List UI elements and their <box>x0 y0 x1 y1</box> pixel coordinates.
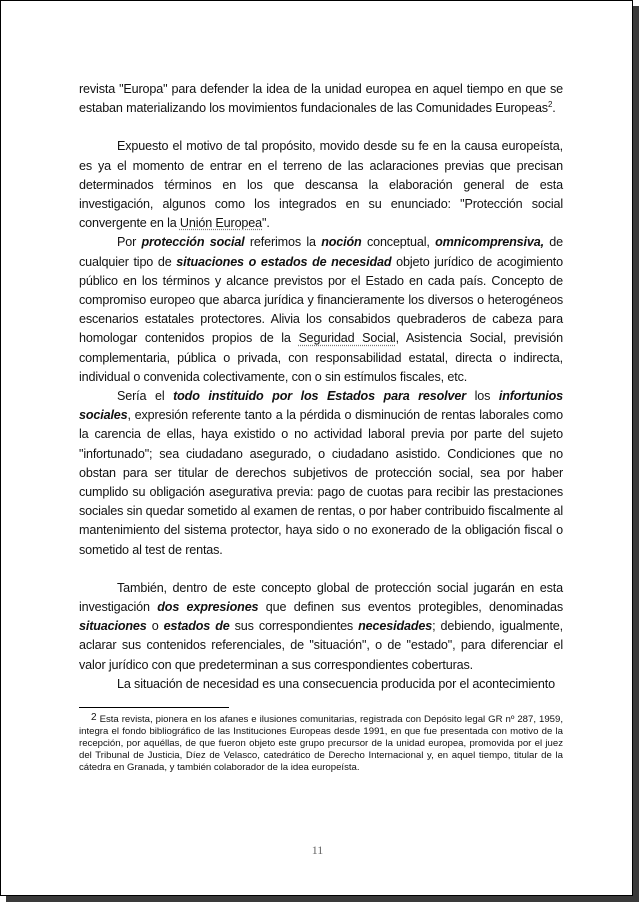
emphasis: necesidades <box>358 619 433 634</box>
paragraph-4: Sería el todo instituido por los Estados para resolver los infortunios sociales, expresión referente tanto a la pérdida o disminución de rentas laborales como la carencia de ellas, haya existido o no actividad laboral previa por parte del sujeto "infortunado"; sea ciudadano asegurado, o ciudadano asistido. Condiciones que no obstan para ser titular de derechos subjetivos de protección social, sea por haber cumplido su obligación asegurativa previa: pago de cuotas para recibir las prestaciones sociales sin quedar sometido al examen de rentas, o por haber contribuido fiscalmente al mantenimiento del sistema protector, haya sido o no exonerado de la obligación fiscal o sometido al test de rentas. <box>79 389 563 557</box>
emphasis: estados de <box>163 619 230 634</box>
body-text <box>79 80 563 694</box>
link-union-europea[interactable]: Unión Europea <box>179 216 262 231</box>
page-number: 11 <box>311 843 324 857</box>
paragraph-3: Por protección social referimos la noción conceptual, omnicomprensiva, de cualquier tipo de situaciones o estados de necesidad objeto jurídico de acogimiento público en los términos y alcance previstos por el Estado en cada país. Concepto de compromiso europeo que abarca jurídica y financieramente los diversos o heterogéneos escenarios estatales protectores. Alivia los consabidos quebraderos de cabeza para homologar contenidos propios de la Seguridad Social, Asistencia Social, previsión complementaria, pública o privada, con responsabilidad estatal, directa o indirecta, individual o convenida colectivamente, con o sin estímulos fiscales, etc. <box>79 235 564 384</box>
emphasis: protección social <box>141 235 245 250</box>
footnote <box>79 712 563 774</box>
link-seguridad-social[interactable]: Seguridad Social <box>298 331 396 346</box>
footnote-separator <box>79 707 229 708</box>
emphasis: omnicomprensiva, <box>435 235 544 250</box>
paragraph-6: La situación de necesidad es una consecuencia producida por el acontecimiento <box>117 676 555 691</box>
emphasis: noción <box>321 235 362 250</box>
emphasis: situaciones <box>79 619 147 634</box>
emphasis: situaciones o estados de necesidad <box>176 254 392 269</box>
footnote-number: 2 <box>91 712 97 723</box>
emphasis: todo instituido por los Estados para resolver <box>173 389 466 404</box>
paragraph-gap <box>79 118 563 137</box>
footnote-text: Esta revista, pionera en los afanes e ilusiones comunitarias, registrada con Depósito legal GR nº 287, 1959, integra el fondo bibliográfico de las Instituciones Europeas desde 1991, en que fue presentada con motivo de la recepción, por aquéllas, de que fueron objeto este grupo precursor de la unidad europea, promovida por el juez del Tribunal de Justicia, Díez de Velasco, catedrático de Derecho Internacional y, en aquel tiempo, titular de la cátedra en Granada, y también colaborador de la idea europeísta. <box>79 714 563 773</box>
paragraph-5: También, dentro de este concepto global de protección social jugarán en esta investigación dos expresiones que definen sus eventos protegibles, denominadas situaciones o estados de sus correspondientes necesidades; debiendo, igualmente, aclarar sus contenidos referenciales, de "situación", o de "estado", para diferenciar el valor jurídico con que predeterminan a sus correspondientes coberturas. <box>79 580 563 672</box>
paragraph-gap <box>79 560 563 579</box>
emphasis: infortunios sociales <box>79 389 563 423</box>
footnote-ref[interactable]: 2 <box>547 100 553 110</box>
paragraph-1: revista "Europa" para defender la idea de la unidad europea en aquel tiempo en que se estaban materializando los movimientos fundacionales de las Comunidades Europeas$^2$. <box>79 82 563 116</box>
emphasis: dos expresiones <box>157 600 259 615</box>
paragraph-2: Expuesto el motivo de tal propósito, movido desde su fe en la causa europeísta, es ya el momento de entrar en el terreno de las aclaraciones previas que precisan determinados términos en los que descansa la elaboración general de esta investigación, algunos como los integrados en su enunciado: "Protección social convergente en la Unión Europea". <box>79 139 563 231</box>
